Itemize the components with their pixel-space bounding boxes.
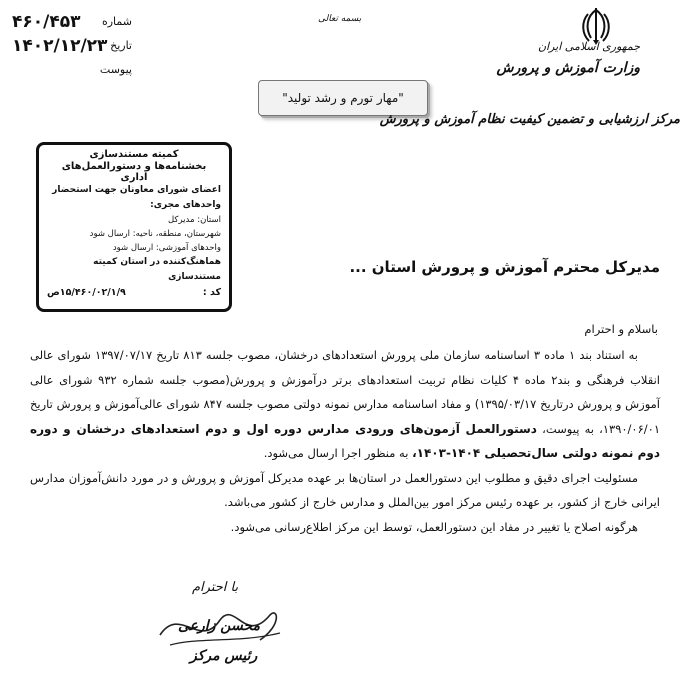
letter-date-label: تاریخ	[110, 39, 132, 52]
signatory-name: محسن زارعی	[178, 618, 260, 634]
stamp-line: واحدهای آموزشی: ارسال شود	[112, 243, 221, 253]
stamp-subtitle: بخشنامه‌ها و دستورالعمل‌های اداری	[61, 161, 207, 183]
stamp-line: هماهنگ‌کننده در استان کمیته مستندسازی	[93, 257, 221, 282]
letter-date-value: ۱۴۰۲/۱۲/۲۳	[12, 36, 108, 56]
letter-attachment	[12, 60, 132, 82]
stamp-code-value: ۱۵/۴۶۰/۰۲/۱/۹ص	[47, 287, 126, 298]
stamp-line: اعضای شورای معاونان جهت استحضار	[52, 185, 221, 195]
stamp-title: کمیته مستندسازی	[89, 149, 179, 160]
stamp-line: واحدهای مجری:	[150, 200, 221, 210]
letter-number-label: شماره	[101, 15, 132, 28]
stamp-code-label: کد :	[202, 287, 221, 298]
letter-body	[30, 343, 660, 539]
department-name: مرکز ارزشیابی و تضمین کیفیت نظام آموزش و پرورش	[379, 112, 680, 127]
bismillah: بسمه تعالی	[318, 14, 362, 24]
paragraph-1-bold: دستورالعمل آزمون‌های ورودی مدارس دوره اول و دوم استعدادهای درخشان و دوره دوم نمونه دولتی سال‌تحصیلی ۱۴۰۴-۱۴۰۳،	[30, 421, 660, 460]
stamp-line: شهرستان، منطقه، ناحیه: ارسال شود	[89, 229, 221, 239]
paragraph-1	[30, 343, 660, 466]
paragraph-1-end: به منظور اجرا ارسال می‌شود.	[263, 446, 409, 460]
letter-number	[12, 12, 132, 34]
stamp-code	[47, 287, 221, 298]
paragraph-3: هرگونه اصلاح یا تغییر در مفاد این دستورالعمل، توسط این مرکز اطلاع‌رسانی می‌شود.	[230, 519, 638, 534]
paragraph-2: مسئولیت اجرای دقیق و مطلوب این دستورالعمل در استان‌ها بر عهده مدیرکل آموزش و پرورش و در مورد دانش‌آموزان مدارس ایرانی خارج از کشور، بر عهده رئیس مرکز امور بین‌الملل و مدارس خارج از کشور می‌باشد.	[30, 470, 660, 509]
greeting: باسلام و احترام	[584, 322, 658, 336]
letter-date	[12, 36, 132, 58]
stamp-line: استان: مدیرکل	[167, 215, 221, 225]
ministry-name: وزارت آموزش و پرورش	[496, 60, 640, 76]
slogan-box: "مهار تورم و رشد تولید"	[258, 80, 428, 116]
signature-greeting: با احترام	[192, 580, 239, 595]
republic-title: جمهوری اسلامی ایران	[537, 40, 640, 53]
paragraph-1-text: به استناد بند ۱ ماده ۳ اساسنامه سازمان ملی پرورش استعدادهای درخشان، مصوب جلسه ۸۱۳ تاریخ ۱۳۹۷/۰۷/۱۷ شورای عالی انقلاب فرهنگی و بند۲ ماده ۴ کلیات نظام تربیت استعدادهای برتر درآموزش و پرورش(مصوب جلسه شماره ۹۳۲ شورای عالی آموزش و پرورش درتاریخ ۱۳۹۵/۰۳/۱۷) و مفاد اساسنامه مدارس نمونه دولتی مصوب جلسه ۸۴۷ شورای عالی‌آموزش و پرورش تاریخ ۱۳۹۰/۰۶/۰۱، به پیوست،	[30, 348, 661, 436]
letter-number-value: ۴۶۰/۴۵۳	[12, 12, 81, 32]
attachment-label: پیوست	[99, 63, 132, 76]
distribution-stamp	[36, 142, 232, 312]
signatory-title: رئیس مرکز	[190, 648, 258, 664]
recipient-salutation: مدیرکل محترم آموزش و پرورش استان ...	[349, 258, 660, 276]
